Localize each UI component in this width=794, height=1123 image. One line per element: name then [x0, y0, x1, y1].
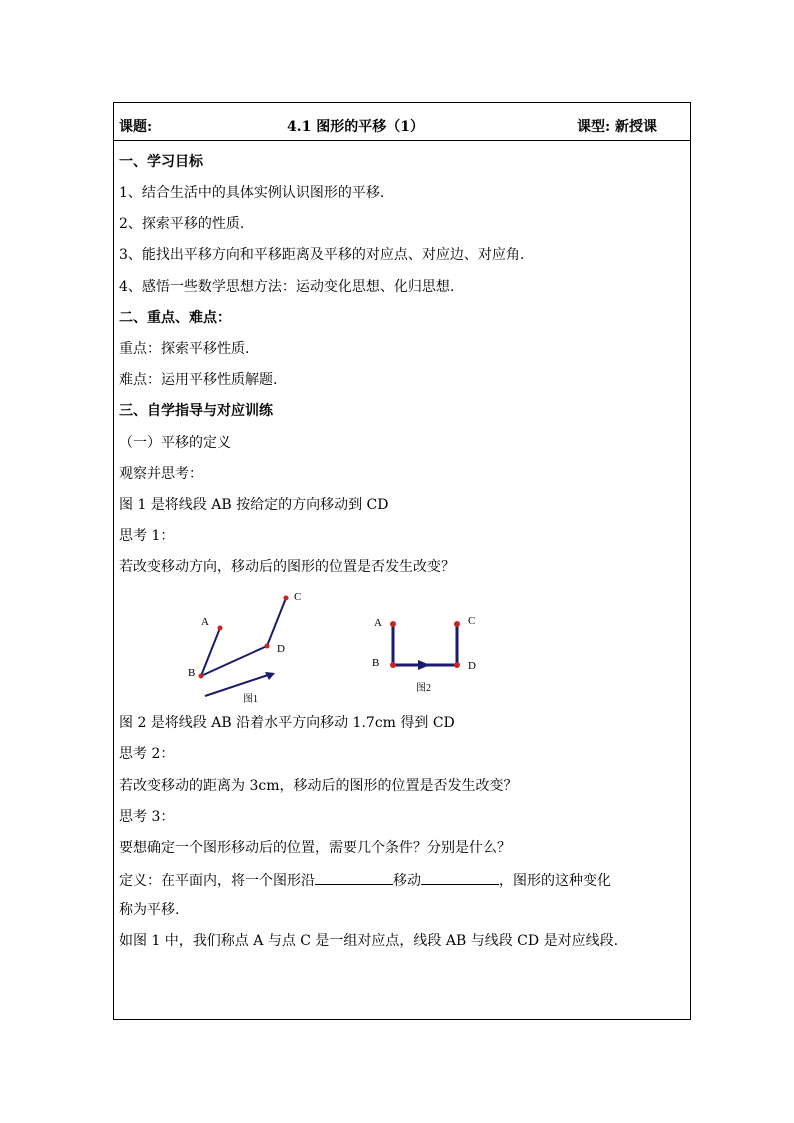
topic-label: 课题:	[119, 119, 153, 135]
translation-arrowhead	[418, 660, 430, 670]
point-c	[284, 596, 289, 601]
think2-label: 思考 2：	[119, 746, 175, 762]
segment-cd	[267, 598, 286, 646]
label-c: C	[294, 591, 302, 603]
figure-1	[185, 590, 325, 705]
think2-question: 若改变移动的距离为 3cm，移动后的图形的位置是否发生改变？	[119, 778, 518, 794]
difficult-point: 难点：运用平移性质解题.	[119, 372, 278, 388]
label-d: D	[277, 643, 285, 655]
example-text: 如图 1 中，我们称点 A 与点 C 是一组对应点，线段 AB 与线段 CD 是对应线段.	[119, 933, 619, 949]
definition-part3: ，图形的这种变化	[499, 873, 611, 889]
lesson-title: 4.1 图形的平移（1）	[287, 119, 424, 135]
blank-direction[interactable]	[315, 870, 393, 885]
label-c: C	[468, 615, 476, 627]
goal-2: 2、探索平移的性质.	[119, 216, 245, 232]
think1-question: 若改变移动方向，移动后的图形的位置是否发生改变？	[119, 559, 455, 575]
goal-3: 3、能找出平移方向和平移距离及平移的对应点、对应边、对应角.	[119, 247, 525, 263]
observe-text: 观察并思考：	[119, 466, 203, 482]
label-a: A	[201, 616, 209, 628]
figure2-description: 图 2 是将线段 AB 沿着水平方向移动 1.7cm 得到 CD	[119, 715, 455, 731]
key-point: 重点：探索平移性质.	[119, 341, 250, 357]
figure-2	[370, 612, 500, 692]
think1-label: 思考 1：	[119, 528, 175, 544]
figure1-caption: 图1	[243, 694, 258, 705]
think3-question: 要想确定一个图形移动后的位置，需要几个条件？分别是什么？	[119, 840, 511, 856]
point-b	[199, 674, 204, 679]
definition-line	[119, 870, 611, 890]
point-d	[454, 662, 460, 668]
point-d	[265, 644, 270, 649]
goal-1: 1、结合生活中的具体实例认识图形的平移.	[119, 185, 385, 201]
point-a	[390, 621, 396, 627]
direction-arrow	[205, 674, 271, 696]
definition-part1: 定义：在平面内，将一个图形沿	[119, 873, 315, 889]
section-goals-title: 一、学习目标	[119, 154, 203, 170]
label-b: B	[372, 657, 380, 669]
section-guide-title: 三、自学指导与对应训练	[119, 403, 273, 419]
definition-line2: 称为平移.	[119, 902, 180, 918]
label-a: A	[374, 617, 382, 629]
subsection-definition: （一）平移的定义	[119, 435, 231, 451]
definition-part2: 移动	[393, 873, 421, 889]
point-b	[390, 662, 396, 668]
header-divider	[113, 140, 691, 141]
figure1-description: 图 1 是将线段 AB 按给定的方向移动到 CD	[119, 497, 389, 513]
think3-label: 思考 3：	[119, 809, 175, 825]
figure2-caption: 图2	[416, 683, 431, 694]
point-a	[218, 626, 223, 631]
label-d: D	[468, 660, 476, 672]
lesson-type: 课型: 新授课	[577, 119, 658, 135]
label-b: B	[188, 667, 196, 679]
point-c	[454, 621, 460, 627]
blank-distance[interactable]	[421, 870, 499, 885]
section-key-title: 二、重点、难点：	[119, 310, 231, 326]
goal-4: 4、感悟一些数学思想方法：运动变化思想、化归思想.	[119, 279, 455, 295]
